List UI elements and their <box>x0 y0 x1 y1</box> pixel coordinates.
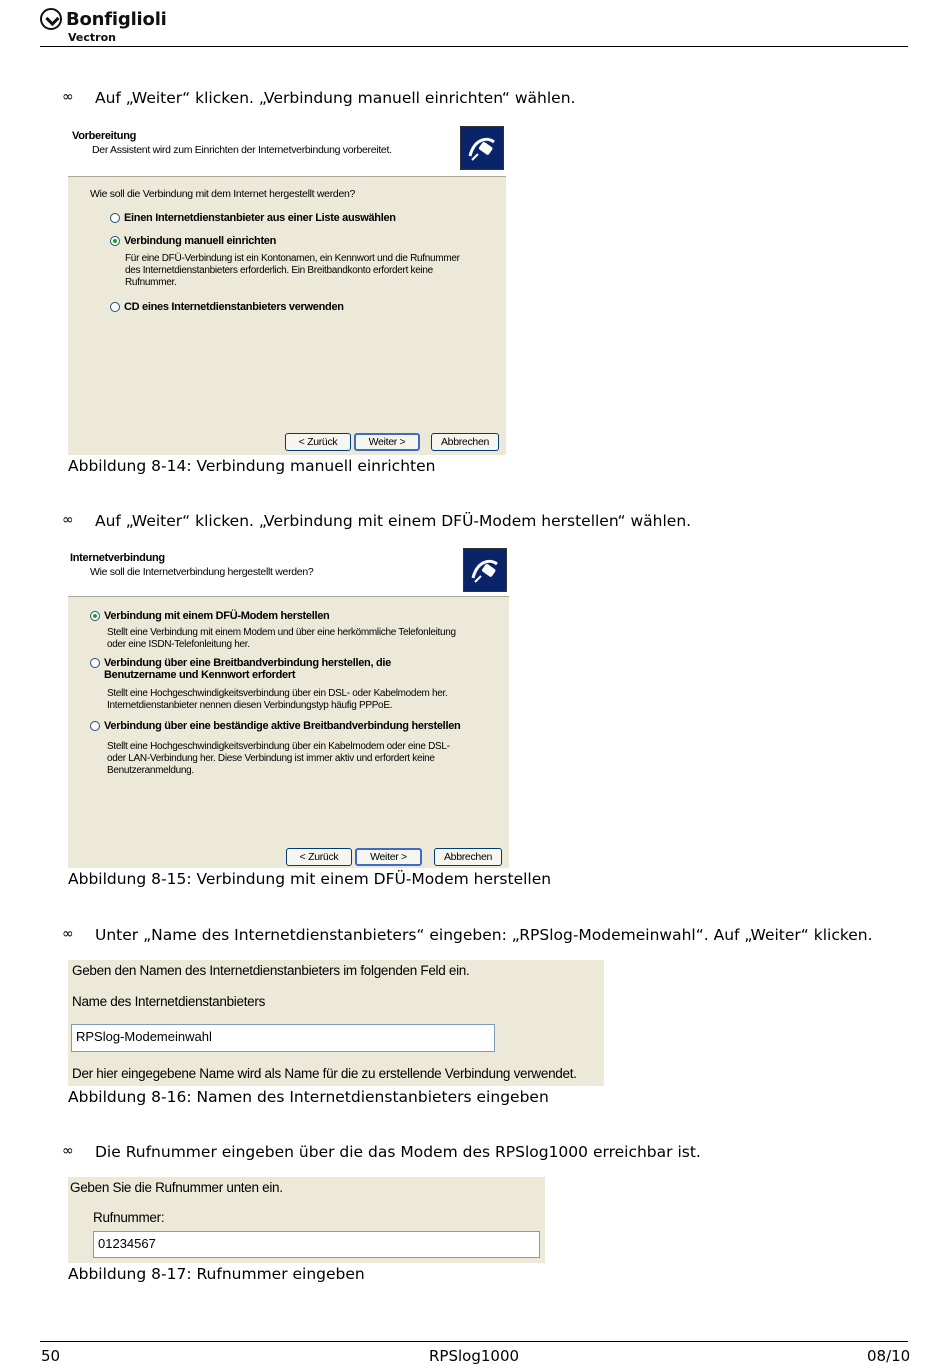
next-button[interactable]: Weiter > <box>354 433 420 451</box>
isp-name-panel <box>68 960 604 1086</box>
bullet-icon: ∞ <box>62 926 74 942</box>
option-label: CD eines Internetdienstanbieters verwenden <box>124 301 344 313</box>
dialog-subtitle: Der Assistent wird zum Einrichten der Internetverbindung vorbereitet. <box>92 144 392 156</box>
wizard-dialog-preparation <box>68 124 506 455</box>
field-label: Name des Internetdienstanbieters <box>72 994 266 1009</box>
instruction-2 <box>62 512 691 530</box>
figure-caption: Abbildung 8-17: Rufnummer eingeben <box>68 1265 365 1283</box>
bullet-icon: ∞ <box>62 89 74 105</box>
back-button[interactable]: < Zurück <box>286 848 352 866</box>
option-isp-list[interactable] <box>110 212 396 224</box>
option-dialup-modem[interactable] <box>90 610 329 622</box>
network-wizard-icon <box>463 548 507 592</box>
phone-number-panel <box>68 1177 545 1263</box>
radio-button-selected[interactable] <box>110 236 120 246</box>
option-broadband-login[interactable] <box>90 657 391 681</box>
figure-caption: Abbildung 8-16: Namen des Internetdienstanbieters eingeben <box>68 1088 549 1106</box>
instruction-text: Auf „Weiter“ klicken. „Verbindung mit einem DFÜ-Modem herstellen“ wählen. <box>95 512 692 530</box>
option-isp-cd[interactable] <box>110 301 344 313</box>
phone-number-input[interactable]: 01234567 <box>93 1231 540 1258</box>
option-description: Für eine DFÜ-Verbindung ist ein Kontonamen, ein Kennwort und die Rufnummer des Internetdienstanbieters erforderlich. Ein Breitbandkonto erfordert keine Rufnummer. <box>125 253 460 288</box>
option-manual-setup[interactable] <box>110 235 276 247</box>
radio-button-selected[interactable] <box>90 611 100 621</box>
radio-button[interactable] <box>90 658 100 668</box>
product-name: RPSlog1000 <box>429 1347 520 1365</box>
instruction-text: Unter „Name des Internetdienstanbieters“ eingeben: „RPSlog-Modemeinwahl“. Auf „Weiter“ klicken. <box>95 926 873 944</box>
next-button[interactable]: Weiter > <box>355 848 422 866</box>
dialog-question: Wie soll die Verbindung mit dem Internet hergestellt werden? <box>90 188 356 200</box>
panel-prompt: Geben den Namen des Internetdienstanbieters im folgenden Feld ein. <box>72 963 470 978</box>
radio-button[interactable] <box>110 302 120 312</box>
option-description: Stellt eine Hochgeschwindigkeitsverbindung über ein DSL- oder Kabelmodem her. Internetdienstanbieter nennen diesen Verbindungstyp häufig PPPoE. <box>107 688 448 711</box>
field-label: Rufnummer: <box>93 1210 165 1225</box>
option-label: Verbindung über eine beständige aktive Breitbandverbindung herstellen <box>104 720 461 732</box>
dialog-title: Internetverbindung <box>70 552 165 564</box>
instruction-1 <box>62 89 575 107</box>
document-date: 08/10 <box>867 1347 911 1365</box>
figure-caption: Abbildung 8-15: Verbindung mit einem DFÜ-Modem herstellen <box>68 870 552 888</box>
dialog-subtitle: Wie soll die Internetverbindung hergestellt werden? <box>90 566 314 578</box>
dialog-header <box>68 546 509 597</box>
dialog-title: Vorbereitung <box>72 130 137 142</box>
sub-brand: Vectron <box>68 31 116 44</box>
cancel-button[interactable]: Abbrechen <box>431 433 499 451</box>
option-broadband-always-on[interactable] <box>90 720 460 732</box>
panel-prompt: Geben Sie die Rufnummer unten ein. <box>70 1180 283 1195</box>
radio-button[interactable] <box>110 213 120 223</box>
header-divider <box>40 46 908 47</box>
option-label: Verbindung über eine Breitbandverbindung herstellen, die Benutzername und Kennwort erfordert <box>104 657 391 681</box>
instruction-3 <box>62 926 873 944</box>
figure-caption: Abbildung 8-14: Verbindung manuell einrichten <box>68 457 436 475</box>
option-description: Stellt eine Verbindung mit einem Modem und über eine herkömmliche Telefonleitung oder eine ISDN-Telefonleitung her. <box>107 627 456 650</box>
option-description: Stellt eine Hochgeschwindigkeitsverbindung über ein Kabelmodem oder eine DSL- oder LAN-Verbindung her. Diese Verbindung ist immer aktiv und erfordert keine Benutzeranmeldung. <box>107 741 450 776</box>
bonfiglioli-logo-icon <box>40 8 62 30</box>
brand-logo <box>40 8 167 30</box>
option-label: Einen Internetdienstanbieter aus einer Liste auswählen <box>124 212 396 224</box>
radio-button[interactable] <box>90 721 100 731</box>
option-label: Verbindung manuell einrichten <box>124 235 277 247</box>
footer-divider <box>40 1341 908 1342</box>
network-wizard-icon <box>460 126 504 170</box>
instruction-text: Auf „Weiter“ klicken. „Verbindung manuell einrichten“ wählen. <box>95 89 576 107</box>
bullet-icon: ∞ <box>62 512 74 528</box>
dialog-header <box>68 124 506 177</box>
brand-name: Bonfiglioli <box>66 8 167 30</box>
instruction-text: Die Rufnummer eingeben über die das Modem des RPSlog1000 erreichbar ist. <box>95 1143 701 1161</box>
option-label: Verbindung mit einem DFÜ-Modem herstellen <box>104 610 330 622</box>
wizard-dialog-connection <box>68 546 509 868</box>
cancel-button[interactable]: Abbrechen <box>434 848 502 866</box>
instruction-4 <box>62 1143 701 1161</box>
page-number: 50 <box>41 1347 61 1365</box>
bullet-icon: ∞ <box>62 1143 74 1159</box>
panel-note: Der hier eingegebene Name wird als Name für die zu erstellende Verbindung verwendet. <box>72 1066 577 1081</box>
back-button[interactable]: < Zurück <box>285 433 351 451</box>
isp-name-input[interactable]: RPSlog-Modemeinwahl <box>71 1024 495 1052</box>
